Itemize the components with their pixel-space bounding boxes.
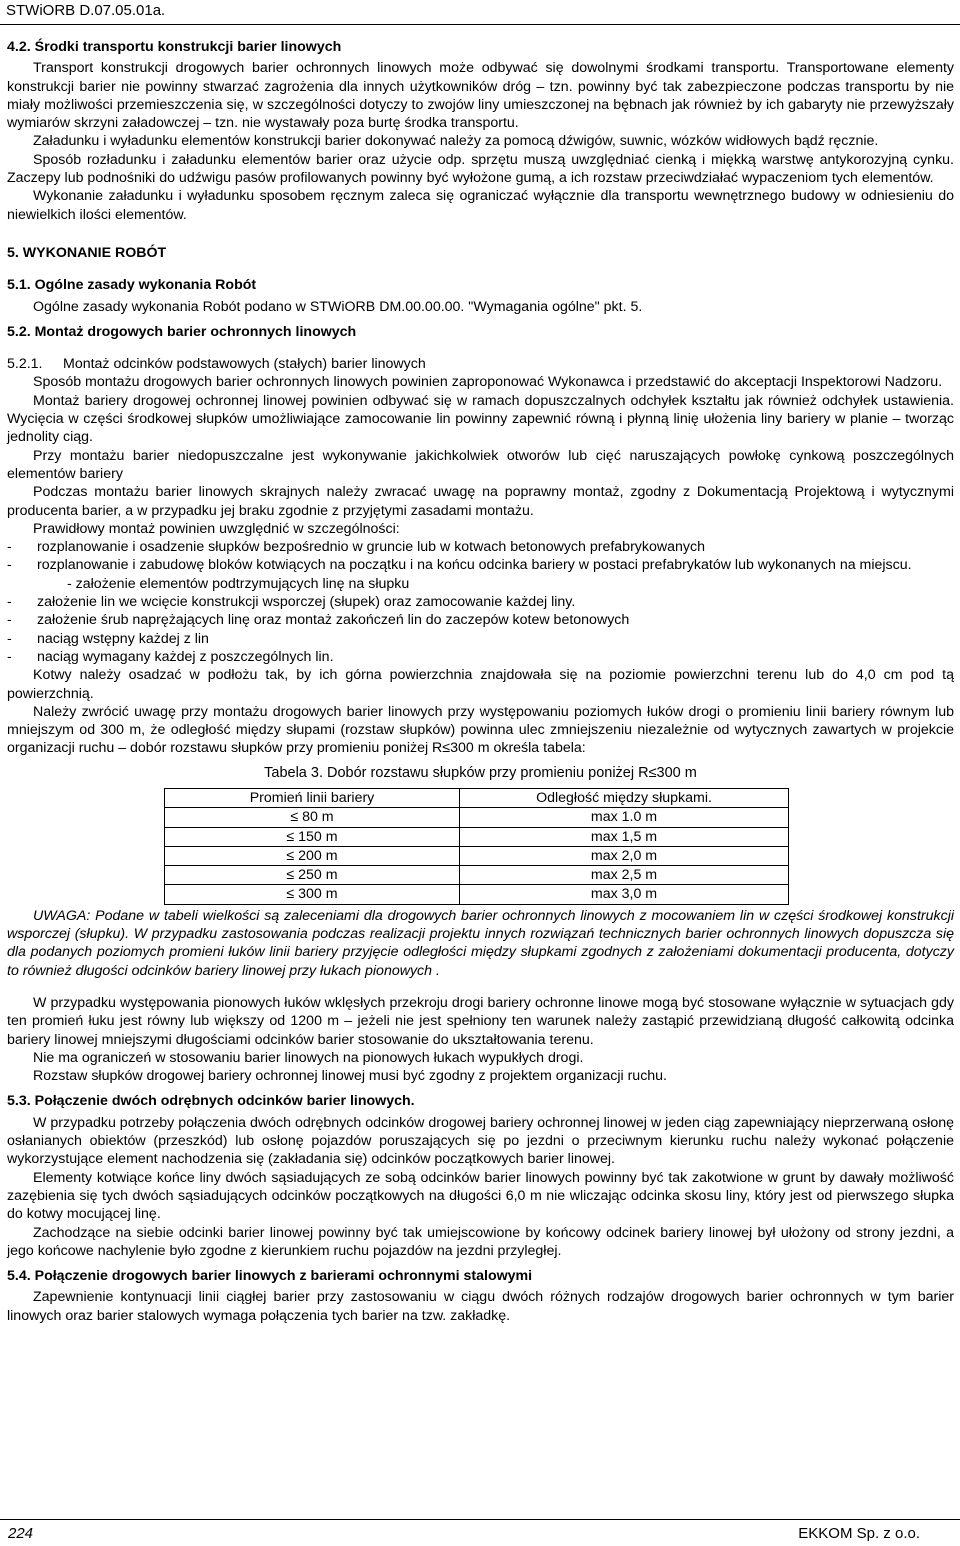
paragraph: Prawidłowy montaż powinien uwzględnić w szczególności: (33, 520, 400, 537)
paragraph: Kotwy należy osadzać w podłożu tak, by ich górna powierzchnia znajdowała się na poziomie powierzchni terenu lub do 4,0 cm pod tą powierzchnią. (7, 667, 954, 702)
paragraph: Rozstaw słupków drogowej bariery ochronnej linowej musi być zgodny z projektem organizacji ruchu. (33, 1068, 668, 1085)
table-cell: max 1,5 m (460, 827, 789, 846)
paragraph: Zachodzące na siebie odcinki barier linowej powinny być tak umiejscowione by końcowy odcinek bariery linowej był ułożony od strony jezdni, a jego końcowe nachylenie było zgodne z kierunkiem ruchu pojazdów na jezdni przyległej. (7, 1224, 954, 1259)
paragraph: Przy montażu barier niedopuszczalne jest wykonywanie jakichkolwiek otworów lub cięć naruszających powłokę cynkową poszczególnych elementów bariery (7, 447, 954, 482)
header-rule (0, 24, 960, 25)
table-cell: ≤ 80 m (165, 808, 460, 827)
table-cell: ≤ 150 m (165, 827, 460, 846)
table-cell: max 2,5 m (460, 866, 789, 885)
table-cell: max 1.0 m (460, 808, 789, 827)
table-row (165, 846, 789, 865)
list-dash: - (7, 557, 12, 574)
list-dash: - (7, 648, 12, 665)
section-5-2-title: 5.2. Montaż drogowych barier ochronnych linowych (7, 323, 357, 340)
list-text: założenie lin we wcięcie konstrukcji wsporczej (słupek) oraz zamocowanie każdej liny. (37, 594, 576, 611)
paragraph: Nie ma ograniczeń w stosowaniu barier linowych na pionowych łukach wypukłych drogi. (33, 1049, 584, 1066)
section-4-2-title: 4.2. Środki transportu konstrukcji barier linowych (7, 39, 342, 55)
table-cell: ≤ 250 m (165, 866, 460, 885)
list-sub-item: - założenie elementów podtrzymujących linę na słupku (67, 575, 410, 592)
list-item (7, 538, 954, 556)
list-item (7, 556, 954, 574)
section-5-title: 5. WYKONANIE ROBÓT (7, 244, 167, 261)
table-caption: Tabela 3. Dobór rozstawu słupków przy promieniu poniżej R≤300 m (264, 764, 697, 781)
running-header: STWiORB D.07.05.01a. (6, 2, 166, 19)
list-text: rozplanowanie i zabudowę bloków kotwiących na początku i na końcu odcinka bariery w postaci prefabrykatów lub wykonanych na miejscu. (37, 557, 912, 574)
table-row (165, 827, 789, 846)
list-item (7, 630, 954, 648)
paragraph: W przypadku potrzeby połączenia dwóch odrębnych odcinków drogowej bariery ochronnej linowej w jeden ciąg zapewniający nieprzerwaną osłonę osłanianych obiektów (przeszkód) lub osłonę pojazdów poruszających się po jezdni o przeciwnym kierunku ruchu należy wykonać połączenie wykorzystujące element nachodzenia się (zakładania się) odcinków początkowych barier linowej. (7, 1114, 954, 1168)
section-5-3-title: 5.3. Połączenie dwóch odrębnych odcinków barier linowych. (7, 1093, 415, 1110)
list-item (7, 593, 954, 611)
table-cell: max 3,0 m (460, 885, 789, 904)
table-cell: max 2,0 m (460, 846, 789, 865)
list-dash: - (7, 630, 12, 647)
subsection-5-2-1-heading (7, 355, 954, 373)
list-dash: - (7, 539, 12, 556)
list-item (7, 611, 954, 629)
list-text: założenie śrub naprężających linę oraz montaż zakończeń lin do zaczepów kotew betonowych (37, 612, 630, 629)
paragraph: Elementy kotwiące końce liny dwóch sąsiadujących ze sobą odcinków barier linowych powinny być tak zakotwione w grunt by dawały możliwość zazębienia się tych dwóch sąsiadujących odcinków początkowych na długości 6,0 m nie wliczając odcinka skosu liny, który jest od pierwszego słupka do kotwy mocującej linę. (7, 1169, 954, 1223)
footer-rule (0, 1519, 960, 1520)
section-5-1-title: 5.1. Ogólne zasady wykonania Robót (7, 277, 257, 294)
spacing-table (164, 788, 789, 905)
paragraph: Transport konstrukcji drogowych barier ochronnych linowych może odbywać się dowolnymi środkami transportu. Transportowane elementy konstrukcji barier nie powinny stwarzać zagrożenia dla innych użytkowników dróg – tzn. powinny być tak zabezpieczone podczas transportu by nie miały możliwości przemieszczenia się, w szczególności dotyczy to zwojów liny umieszczonej na bębnach jak również by ich gabaryty nie przewyższały wymiarów skrzyni załadowczej – tzn. nie wystawały poza burtę środka transportu. (7, 60, 954, 132)
paragraph: Sposób rozładunku i załadunku elementów barier oraz użycie odp. sprzętu muszą uwzględniać cienką i miękką warstwę antykorozyjną cynku. Zaczepy lub podnośniki do udźwigu pasów profilowanych powinny być wyłożone gumą, a ich rozstaw przeciwdziałać wypaczeniom tych elementów. (7, 151, 954, 187)
paragraph: Montaż bariery drogowej ochronnej linowej powinien odbywać się w ramach dopuszczalnych odchyłek kształtu jak również odchyłek ustawienia. Wycięcia w części środkowej słupków umożliwiające zamocowanie lin powinny zapewnić równą i płynną linię ułożenia liny bariery w planie – tworząc jednolity ciąg. (7, 392, 954, 446)
list-text: naciąg wymagany każdej z poszczególnych lin. (37, 648, 334, 665)
paragraph: Należy zwrócić uwagę przy montażu drogowych barier linowych przy występowaniu poziomych łuków drogi o promieniu linii bariery równym lub mniejszym od 300 m, że odległość między słupami (rozstaw słupków) powinna ulec zmniejszeniu niezależnie od wytycznych zawartych w projekcie organizacji ruchu – dobór rozstawu słupków przy promieniu poniżej R≤300 m określa tabela: (7, 703, 954, 757)
subsection-title: Montaż odcinków podstawowych (stałych) barier linowych (63, 356, 426, 373)
table-header: Odległość między słupkami. (460, 788, 789, 807)
paragraph: Podczas montażu barier linowych skrajnych należy zwracać uwagę na poprawny montaż, zgodny z Dokumentacją Projektową i wytycznymi producenta barier, a w przypadku jej braku zgodnie z przyjętymi zasadami montażu. (7, 484, 954, 519)
paragraph: Załadunku i wyładunku elementów konstrukcji barier dokonywać należy za pomocą dźwigów, suwnic, wózków widłowych bądź ręcznie. (33, 133, 879, 150)
paragraph: Sposób montażu drogowych barier ochronnych linowych powinien zaproponować Wykonawca i przedstawić do akceptacji Inspektorowi Nadzoru. (33, 374, 943, 391)
paragraph: W przypadku występowania pionowych łuków wklęsłych przekroju drogi bariery ochronne linowe mogą być stosowane wyłącznie w sytuacjach gdy ten promień łuku jest równy lub większy od 1200 m – jeżeli nie jest spełniony ten warunek należy zastąpić przewidzianą długość całkowitą odcinka bariery linowej mniejszymi długościami odcinków barier stosowanie do ukształtowania terenu. (7, 994, 954, 1048)
list-text: rozplanowanie i osadzenie słupków bezpośrednio w gruncie lub w kotwach betonowych prefabrykowanych (37, 539, 705, 556)
subsection-number: 5.2.1. (7, 356, 43, 373)
table-cell: ≤ 300 m (165, 885, 460, 904)
table-header: Promień linii bariery (165, 788, 460, 807)
section-5-4-title: 5.4. Połączenie drogowych barier linowych z barierami ochronnymi stalowymi (7, 1268, 533, 1285)
page-number: 224 (8, 1525, 34, 1542)
table-row (165, 885, 789, 904)
list-dash: - (7, 594, 12, 611)
paragraph: Zapewnienie kontynuacji linii ciągłej barier przy zastosowaniu w ciągu dwóch różnych rodzajów drogowych barier ochronnych w tym barier linowych oraz barier stalowych wymaga połączenia tych barier na tzw. zakładkę. (7, 1289, 954, 1324)
table-row (165, 866, 789, 885)
table-cell: ≤ 200 m (165, 846, 460, 865)
paragraph: Ogólne zasady wykonania Robót podano w STWiORB DM.00.00.00. "Wymagania ogólne" pkt. 5. (33, 298, 643, 315)
list-item (7, 648, 954, 666)
list-dash: - (7, 612, 12, 629)
document-body (7, 38, 954, 1325)
table-row (165, 808, 789, 827)
company-name: EKKOM Sp. z o.o. (798, 1525, 920, 1542)
paragraph: Wykonanie załadunku i wyładunku sposobem ręcznym zaleca się ograniczać wyłącznie dla transportu wewnętrznego budowy w odniesieniu do niewielkich ilości elementów. (7, 188, 954, 223)
table-note: UWAGA: Podane w tabeli wielkości są zaleceniami dla drogowych barier ochronnych linowych z mocowaniem lin w części środkowej konstrukcji wsporczej (słupku). W przypadku zastosowania podczas realizacji projektu innych rozwiązań technicznych barier ochronnych linowych dopuszcza się dla podanych poziomych promieni łuków linii bariery przyjęcie odległości między słupkami zgodnych z założeniami dokumentacji producenta, dotyczy to również długości odcinków bariery linowej przy łukach pionowych . (7, 907, 954, 979)
table-header-row (165, 788, 789, 807)
list-text: naciąg wstępny każdej z lin (37, 630, 209, 647)
